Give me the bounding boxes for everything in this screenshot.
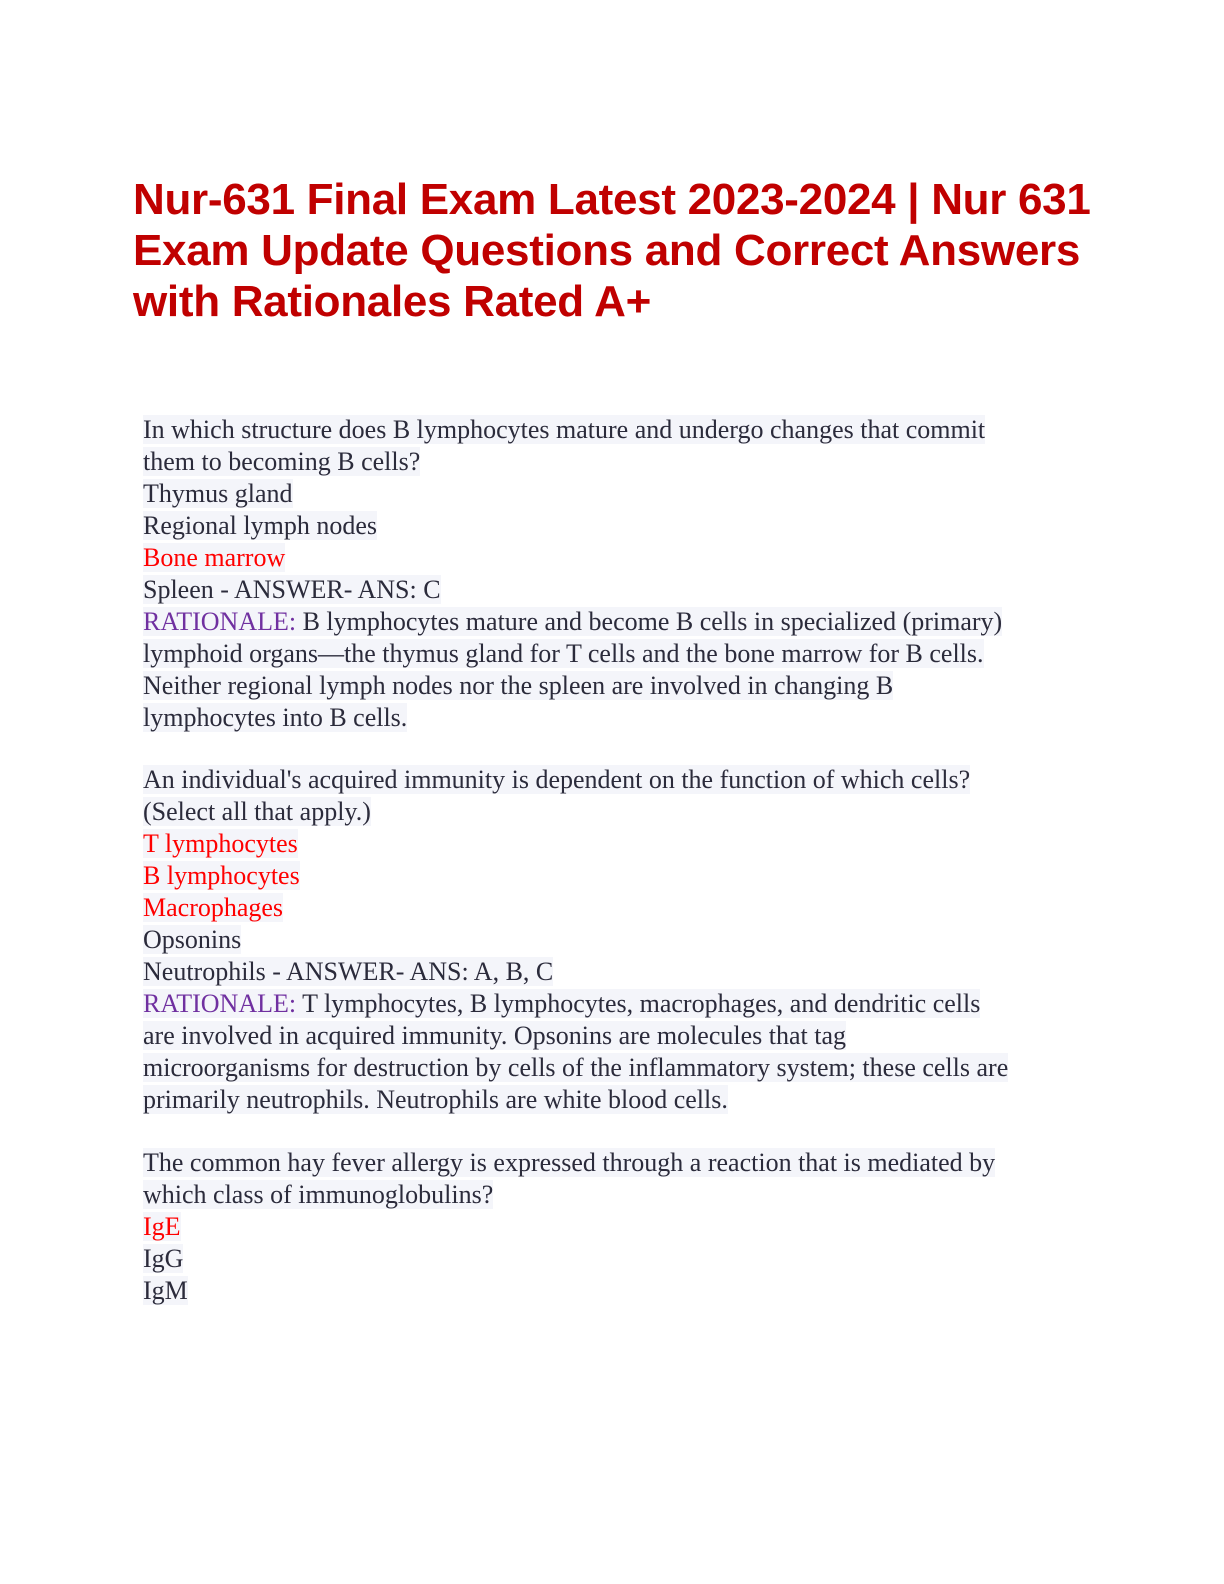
question-3 <box>143 1147 995 1307</box>
document-title: Nur-631 Final Exam Latest 2023-2024 | Nur 631 Exam Update Questions and Correct Answers with Rationales Rated A+ <box>133 175 1091 326</box>
rationale-text: are involved in acquired immunity. Opsonins are molecules that tag <box>143 1021 847 1050</box>
rationale-text: B lymphocytes mature and become B cells in specialized (primary) <box>296 607 1003 636</box>
question-2 <box>143 764 1008 1116</box>
correct-option: B lymphocytes <box>143 861 300 890</box>
correct-option: Macrophages <box>143 893 284 922</box>
question-1 <box>143 414 1002 734</box>
correct-option: IgE <box>143 1212 181 1241</box>
option: IgM <box>143 1276 188 1305</box>
rationale-text: Neither regional lymph nodes nor the spleen are involved in changing B <box>143 671 894 700</box>
option-with-answer: Neutrophils - ANSWER- ANS: A, B, C <box>143 957 554 986</box>
rationale-text: lymphoid organs—the thymus gland for T cells and the bone marrow for B cells. <box>143 639 984 668</box>
question-text: The common hay fever allergy is expressed through a reaction that is mediated by <box>143 1148 996 1177</box>
question-text: which class of immunoglobulins? <box>143 1180 494 1209</box>
rationale-text: microorganisms for destruction by cells of the inflammatory system; these cells are <box>143 1053 1009 1082</box>
correct-option: T lymphocytes <box>143 829 298 858</box>
rationale-label: RATIONALE: <box>143 607 297 636</box>
question-text: In which structure does B lymphocytes mature and undergo changes that commit <box>143 415 986 444</box>
option: Thymus gland <box>143 479 293 508</box>
question-text: them to becoming B cells? <box>143 447 421 476</box>
question-text: An individual's acquired immunity is dependent on the function of which cells? <box>143 765 971 794</box>
option: IgG <box>143 1244 184 1273</box>
rationale-text: lymphocytes into B cells. <box>143 703 408 732</box>
option-with-answer: Spleen - ANSWER- ANS: C <box>143 575 441 604</box>
option: Opsonins <box>143 925 242 954</box>
option: Regional lymph nodes <box>143 511 377 540</box>
rationale-label: RATIONALE: <box>143 989 297 1018</box>
rationale-text: primarily neutrophils. Neutrophils are white blood cells. <box>143 1085 728 1114</box>
question-text: (Select all that apply.) <box>143 797 371 826</box>
rationale-text: T lymphocytes, B lymphocytes, macrophages, and dendritic cells <box>302 989 981 1018</box>
correct-option: Bone marrow <box>143 543 286 572</box>
